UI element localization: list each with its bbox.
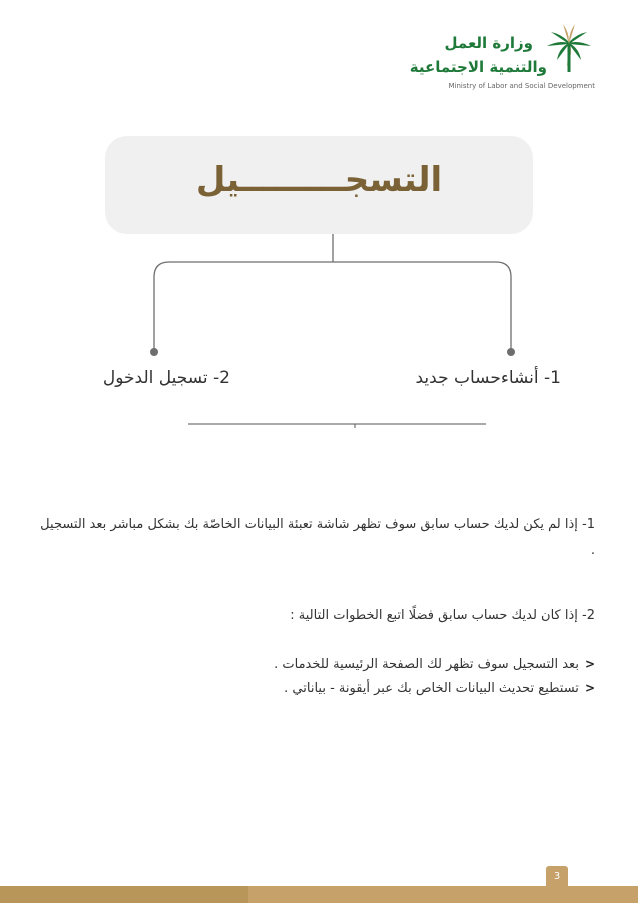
connector-left xyxy=(154,262,169,350)
branch-dot-left xyxy=(150,348,158,356)
list-item-text: تستطيع تحديث البيانات الخاص بك عبر أيقونة - بياناتي . xyxy=(284,680,579,696)
steps-list xyxy=(35,652,595,700)
paragraph-existing-account: 2- إذا كان لديك حساب سابق فضلًا اتبع الخطوات التالية : xyxy=(290,608,595,623)
list-item xyxy=(35,676,595,700)
list-item xyxy=(35,652,595,676)
branch-new-account: 1- أنشاءحساب جديد xyxy=(415,368,561,388)
branch-dot-right xyxy=(507,348,515,356)
branch-login: 2- تسجيل الدخول xyxy=(102,368,230,388)
list-item-text: بعد التسجيل سوف تظهر لك الصفحة الرئيسية للخدمات . xyxy=(274,656,579,672)
page-number: 3 xyxy=(546,866,568,903)
chevron-left-icon: < xyxy=(584,681,595,695)
logo-text-english: Ministry of Labor and Social Development xyxy=(448,82,595,90)
paragraph-no-account: 1- إذا لم يكن لديك حساب سابق سوف تظهر شاشة تعبئة البيانات الخاصّة بك بشكل مباشر بعد التسجيل . xyxy=(40,517,595,558)
logo-text-development: والتنمية الاجتماعية xyxy=(409,58,547,76)
logo-text-ministry: وزارة العمل xyxy=(444,34,533,52)
chevron-left-icon: < xyxy=(584,657,595,671)
connector-right xyxy=(169,262,511,350)
page-title: التسجـــــــــيل xyxy=(195,160,443,200)
footer-bar-dark xyxy=(0,886,248,903)
